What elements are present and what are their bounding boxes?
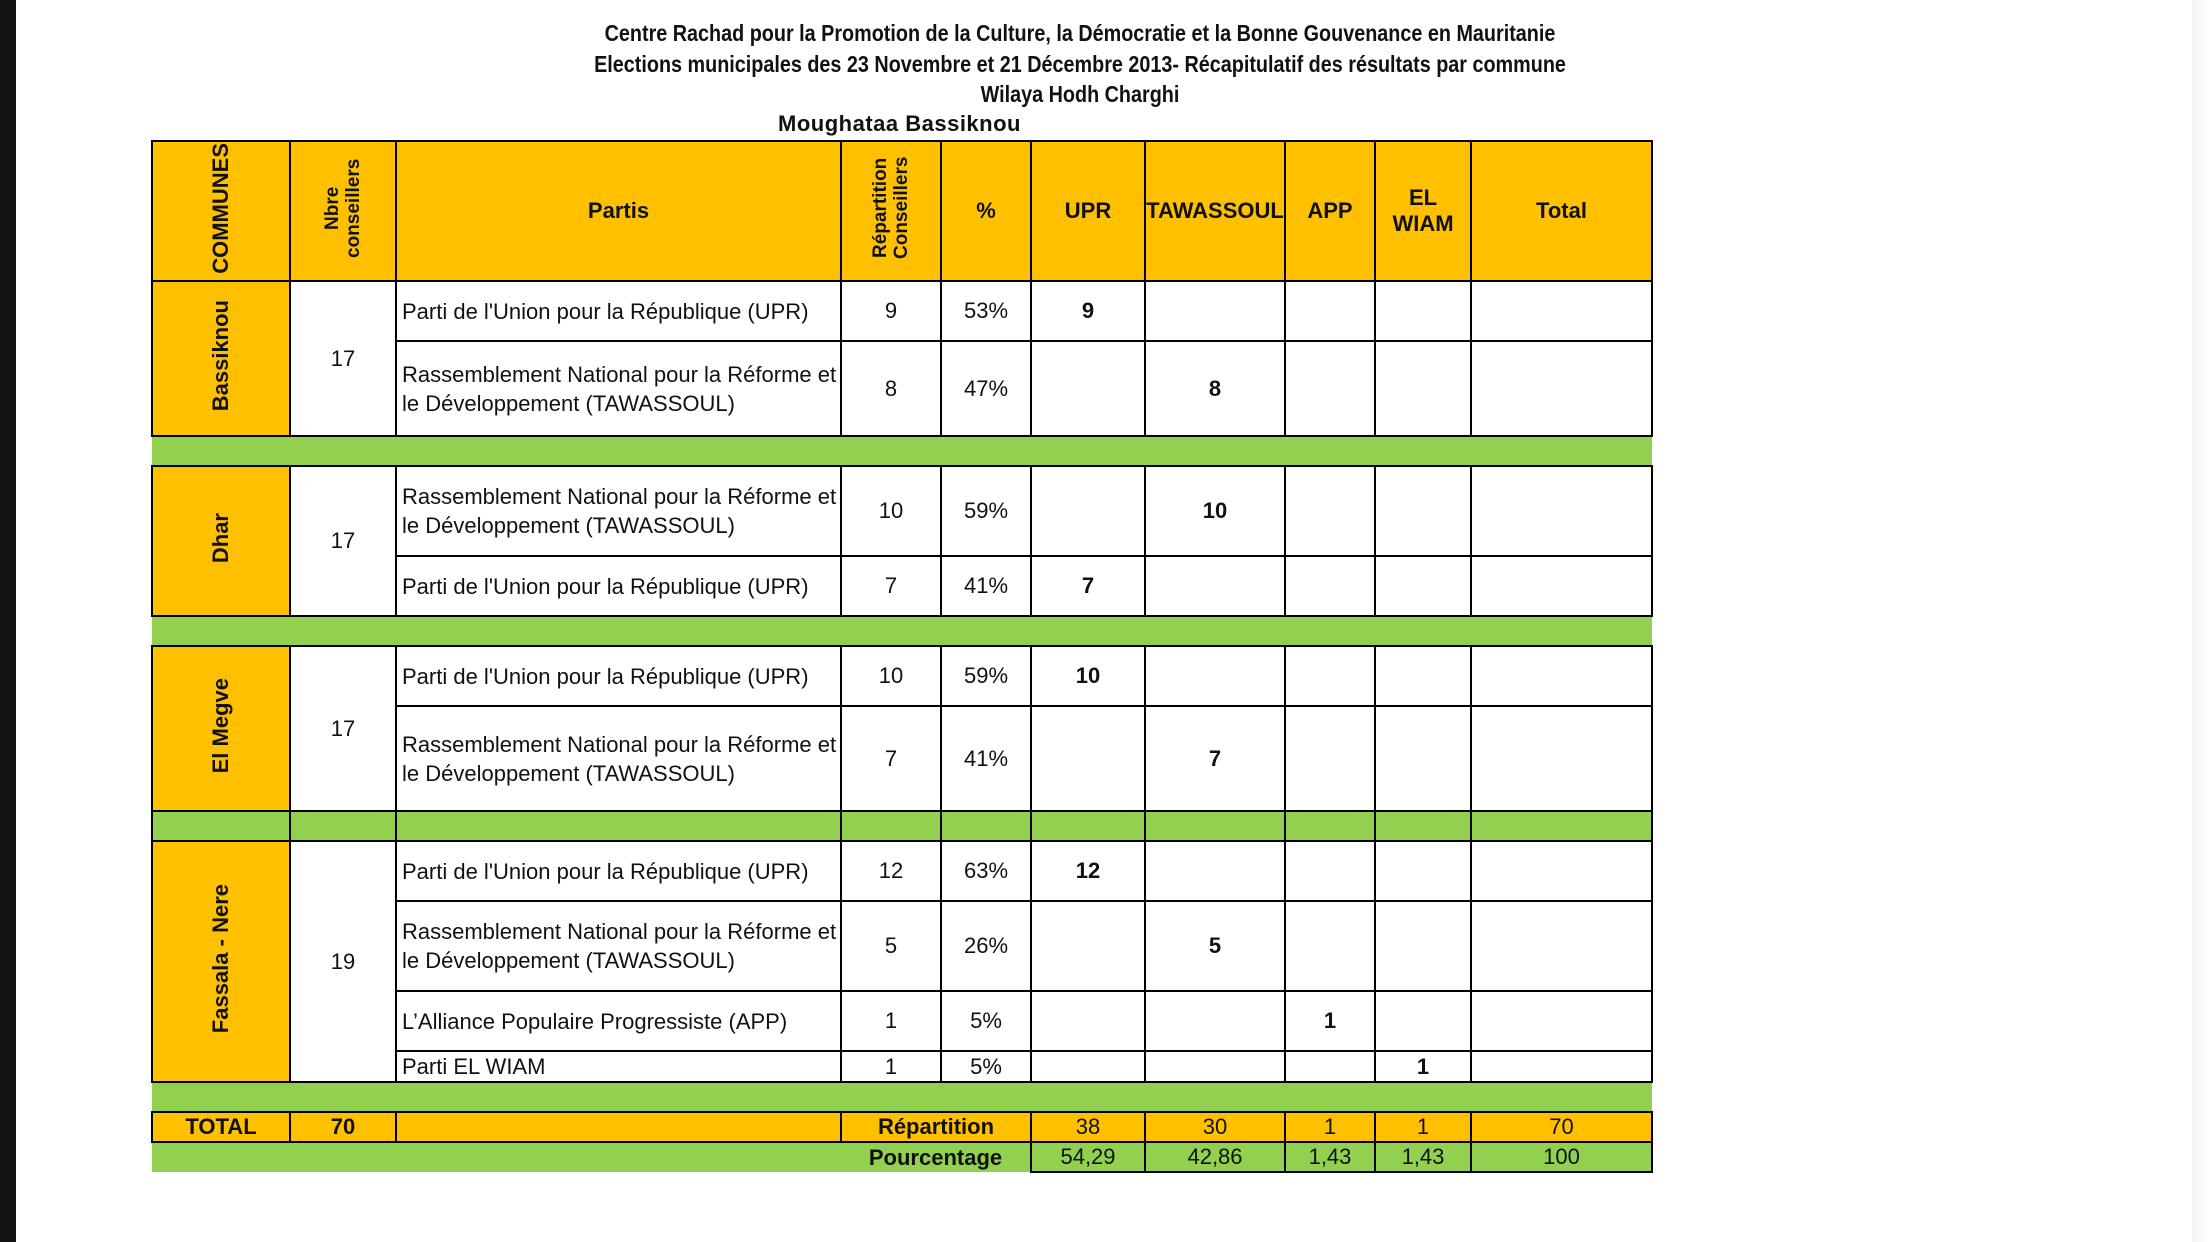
party-cell: L’Alliance Populaire Progressiste (APP) bbox=[396, 991, 841, 1051]
app-cell: 1 bbox=[1285, 991, 1375, 1051]
party-cell: Rassemblement National pour la Réforme et le Développement (TAWASSOUL) bbox=[396, 901, 841, 991]
app-cell bbox=[1285, 281, 1375, 341]
upr-cell: 7 bbox=[1031, 556, 1145, 616]
upr-cell: 12 bbox=[1031, 841, 1145, 901]
app-cell bbox=[1285, 646, 1375, 706]
total-pourcentage-row bbox=[152, 1142, 1652, 1172]
tawassoul-cell bbox=[1145, 841, 1285, 901]
total-pct-total: 100 bbox=[1471, 1142, 1652, 1172]
nbre-cell: 17 bbox=[290, 466, 396, 616]
total-repartition-row bbox=[152, 1112, 1652, 1142]
moughataa-title: Moughataa Bassiknou bbox=[778, 111, 1021, 136]
tawassoul-cell bbox=[1145, 991, 1285, 1051]
total-cell bbox=[1471, 466, 1652, 556]
total-cell bbox=[1471, 841, 1652, 901]
total-cell bbox=[1471, 646, 1652, 706]
left-edge bbox=[0, 0, 16, 1242]
rep-cell: 1 bbox=[841, 1051, 941, 1082]
total-rep-upr: 38 bbox=[1031, 1112, 1145, 1142]
party-cell: Parti de l'Union pour la République (UPR) bbox=[396, 646, 841, 706]
tawassoul-cell: 8 bbox=[1145, 341, 1285, 436]
party-cell: Parti de l'Union pour la République (UPR) bbox=[396, 841, 841, 901]
pct-cell: 59% bbox=[941, 466, 1031, 556]
table-row bbox=[152, 646, 1652, 706]
total-cell bbox=[1471, 901, 1652, 991]
table-header-row bbox=[152, 141, 1652, 281]
nbre-cell: 17 bbox=[290, 646, 396, 811]
total-pct-tawassoul: 42,86 bbox=[1145, 1142, 1285, 1172]
rep-cell: 12 bbox=[841, 841, 941, 901]
total-rep-el-wiam: 1 bbox=[1375, 1112, 1471, 1142]
pct-cell: 41% bbox=[941, 706, 1031, 811]
total-cell bbox=[1471, 706, 1652, 811]
party-cell: Parti de l'Union pour la République (UPR) bbox=[396, 281, 841, 341]
total-rep-tawassoul: 30 bbox=[1145, 1112, 1285, 1142]
el-wiam-cell bbox=[1375, 841, 1471, 901]
col-total: Total bbox=[1471, 141, 1652, 281]
pct-cell: 47% bbox=[941, 341, 1031, 436]
rep-cell: 10 bbox=[841, 646, 941, 706]
pourcentage-label: Pourcentage bbox=[868, 1144, 1003, 1170]
total-label: TOTAL bbox=[152, 1112, 290, 1142]
pct-cell: 41% bbox=[941, 556, 1031, 616]
app-cell bbox=[1285, 841, 1375, 901]
header-line-1: Centre Rachad pour la Promotion de la Culture, la Démocratie et la Bonne Gouvenance en Mauritanie bbox=[604, 20, 1556, 46]
upr-cell: 10 bbox=[1031, 646, 1145, 706]
app-cell bbox=[1285, 341, 1375, 436]
upr-cell bbox=[1031, 466, 1145, 556]
table-row bbox=[152, 281, 1652, 341]
total-nbre: 70 bbox=[290, 1112, 396, 1142]
pct-cell: 26% bbox=[941, 901, 1031, 991]
separator-row bbox=[152, 436, 1652, 466]
table-row bbox=[152, 466, 1652, 556]
total-cell bbox=[1471, 1051, 1652, 1082]
upr-cell bbox=[1031, 901, 1145, 991]
total-rep-app: 1 bbox=[1285, 1112, 1375, 1142]
repartition-label: Répartition bbox=[841, 1112, 1031, 1142]
header-line-2: Elections municipales des 23 Novembre et 21 Décembre 2013- Récapitulatif des résultats par commune bbox=[594, 51, 1566, 77]
tawassoul-cell bbox=[1145, 646, 1285, 706]
el-wiam-cell bbox=[1375, 281, 1471, 341]
commune-cell: Fassala - Nere bbox=[152, 841, 290, 1082]
upr-cell bbox=[1031, 706, 1145, 811]
col-repartition: Répartition Conseillers bbox=[841, 141, 941, 281]
total-cell bbox=[1471, 281, 1652, 341]
el-wiam-cell bbox=[1375, 646, 1471, 706]
separator-row bbox=[152, 616, 1652, 646]
col-app: APP bbox=[1285, 141, 1375, 281]
separator-row bbox=[152, 1082, 1652, 1112]
total-cell bbox=[1471, 341, 1652, 436]
rep-cell: 8 bbox=[841, 341, 941, 436]
tawassoul-cell bbox=[1145, 1051, 1285, 1082]
pct-cell: 63% bbox=[941, 841, 1031, 901]
commune-cell: Bassiknou bbox=[152, 281, 290, 436]
col-partis: Partis bbox=[396, 141, 841, 281]
total-rep-total: 70 bbox=[1471, 1112, 1652, 1142]
total-pct-upr: 54,29 bbox=[1031, 1142, 1145, 1172]
results-table bbox=[151, 140, 1653, 1173]
total-pct-el-wiam: 1,43 bbox=[1375, 1142, 1471, 1172]
pct-cell: 53% bbox=[941, 281, 1031, 341]
tawassoul-cell: 7 bbox=[1145, 706, 1285, 811]
pct-cell: 59% bbox=[941, 646, 1031, 706]
col-el-wiam: EL WIAM bbox=[1375, 141, 1471, 281]
app-cell bbox=[1285, 901, 1375, 991]
rep-cell: 10 bbox=[841, 466, 941, 556]
app-cell bbox=[1285, 466, 1375, 556]
el-wiam-cell bbox=[1375, 466, 1471, 556]
tawassoul-cell bbox=[1145, 556, 1285, 616]
rep-cell: 7 bbox=[841, 556, 941, 616]
rep-cell: 1 bbox=[841, 991, 941, 1051]
rep-cell: 5 bbox=[841, 901, 941, 991]
col-upr: UPR bbox=[1031, 141, 1145, 281]
upr-cell bbox=[1031, 1051, 1145, 1082]
col-tawassoul: TAWASSOUL bbox=[1145, 141, 1285, 281]
party-cell: Parti de l'Union pour la République (UPR) bbox=[396, 556, 841, 616]
pct-cell: 5% bbox=[941, 991, 1031, 1051]
tawassoul-cell: 5 bbox=[1145, 901, 1285, 991]
app-cell bbox=[1285, 706, 1375, 811]
rep-cell: 9 bbox=[841, 281, 941, 341]
commune-cell: Dhar bbox=[152, 466, 290, 616]
col-nbre-conseillers: Nbre conseillers bbox=[290, 141, 396, 281]
commune-cell: El Megve bbox=[152, 646, 290, 811]
upr-cell bbox=[1031, 341, 1145, 436]
el-wiam-cell bbox=[1375, 991, 1471, 1051]
tawassoul-cell: 10 bbox=[1145, 466, 1285, 556]
col-communes: COMMUNES bbox=[152, 141, 290, 281]
tawassoul-cell bbox=[1145, 281, 1285, 341]
pct-cell: 5% bbox=[941, 1051, 1031, 1082]
party-cell: Parti EL WIAM bbox=[396, 1051, 841, 1082]
table-row bbox=[152, 841, 1652, 901]
el-wiam-cell bbox=[1375, 706, 1471, 811]
party-cell: Rassemblement National pour la Réforme et le Développement (TAWASSOUL) bbox=[396, 706, 841, 811]
col-pct: % bbox=[941, 141, 1031, 281]
rep-cell: 7 bbox=[841, 706, 941, 811]
upr-cell bbox=[1031, 991, 1145, 1051]
right-edge-shadow bbox=[2192, 0, 2208, 1242]
total-pct-app: 1,43 bbox=[1285, 1142, 1375, 1172]
separator-row bbox=[152, 811, 1652, 841]
party-cell: Rassemblement National pour la Réforme et le Développement (TAWASSOUL) bbox=[396, 466, 841, 556]
el-wiam-cell bbox=[1375, 556, 1471, 616]
total-cell bbox=[1471, 556, 1652, 616]
nbre-cell: 17 bbox=[290, 281, 396, 436]
el-wiam-cell bbox=[1375, 341, 1471, 436]
app-cell bbox=[1285, 556, 1375, 616]
el-wiam-cell bbox=[1375, 901, 1471, 991]
nbre-cell: 19 bbox=[290, 841, 396, 1082]
party-cell: Rassemblement National pour la Réforme et le Développement (TAWASSOUL) bbox=[396, 341, 841, 436]
el-wiam-cell: 1 bbox=[1375, 1051, 1471, 1082]
upr-cell: 9 bbox=[1031, 281, 1145, 341]
app-cell bbox=[1285, 1051, 1375, 1082]
total-cell bbox=[1471, 991, 1652, 1051]
header-line-3: Wilaya Hodh Charghi bbox=[980, 81, 1180, 107]
